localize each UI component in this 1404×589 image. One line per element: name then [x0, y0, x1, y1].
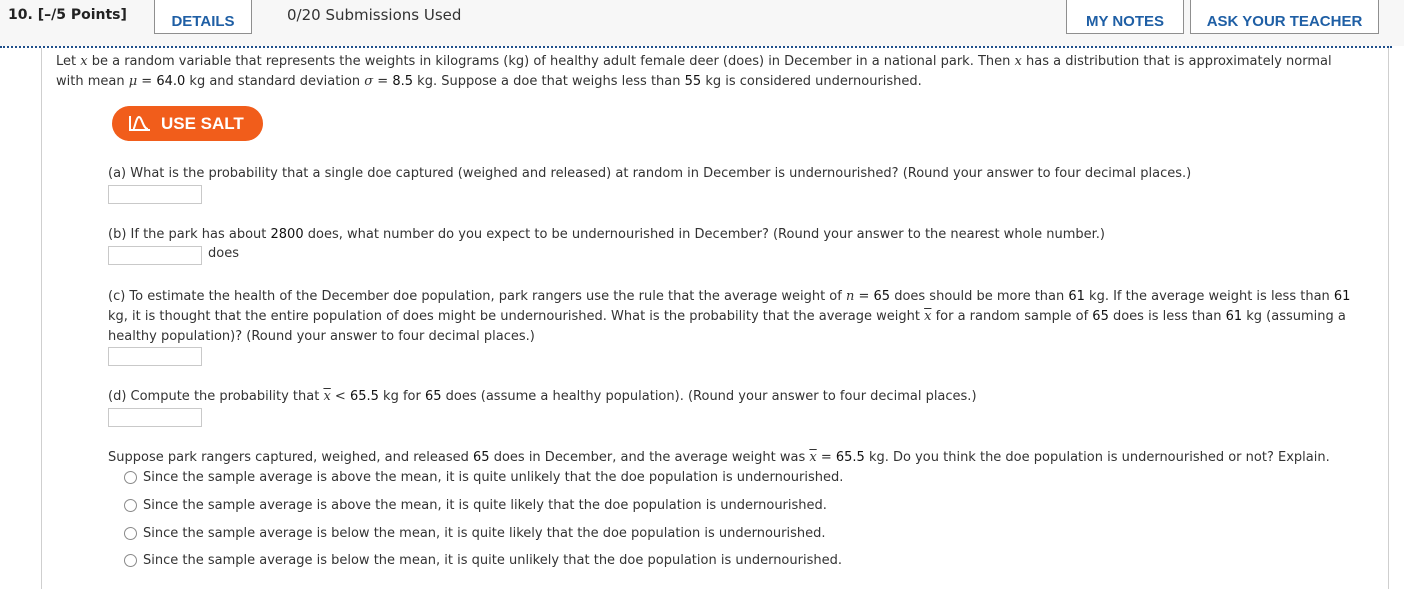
radio-option-label: Since the sample average is below the mean, it is quite unlikely that the doe population is undernourished.: [143, 553, 842, 568]
my-notes-button[interactable]: MY NOTES: [1066, 0, 1184, 34]
part-d-question: (d) Compute the probability that $\overline{x} < 65.5$ kg for 65 does (assume a healthy population). (Round your answer to four decimal places.): [108, 389, 977, 404]
part-b-question: (b) If the park has about 2800 does, what number do you expect to be undernourished in December? (Round your answer to the nearest whole number.): [108, 227, 1106, 242]
use-salt-label: USE SALT: [161, 114, 244, 133]
part-c-question: (c) To estimate the health of the December doe population, park rangers use the rule that the average weight of n = 65 does should be more than 61 kg. If the average weight is less than 61 kg, it is thought that the entire population of does might be undernourished. What is the probability that the average weight $\overline{x}$ for a random sample of 65 does is less than 61 kg (assuming a healthy population)? (Round your answer to four decimal places.): [108, 289, 1351, 344]
intro-line-2: with mean μ = 64.0 kg and standard deviation σ = 8.5 kg. Suppose a doe that weighs less than 55 kg is considered undernourished.: [56, 74, 922, 89]
salt-chart-icon: [129, 115, 151, 132]
part-e-question: Suppose park rangers captured, weighed, and released 65 does in December, and the average weight was $\overline{x} = 65.5$ kg. Do you think the doe population is undernourished or not? Explain.: [108, 450, 1330, 465]
radio-option-label: Since the sample average is below the mean, it is quite likely that the doe population is undernourished.: [143, 526, 826, 541]
radio-option-label: Since the sample average is above the mean, it is quite unlikely that the doe population is undernourished.: [143, 470, 844, 485]
part-d-answer-input[interactable]: [108, 408, 202, 427]
problem-intro: [56, 52, 1332, 92]
part-b-answer-input[interactable]: [108, 246, 202, 265]
use-salt-button[interactable]: [112, 106, 263, 141]
details-button[interactable]: DETAILS: [154, 0, 252, 34]
question-points: [–/5 Points]: [37, 7, 127, 23]
header-divider: [0, 46, 1392, 48]
frame-left-border: [41, 48, 42, 589]
question-header: [0, 0, 1404, 46]
question-number: 10.: [8, 7, 33, 23]
part-c-answer-input[interactable]: [108, 347, 202, 366]
radio-button[interactable]: [124, 527, 137, 540]
radio-option-label: Since the sample average is above the mean, it is quite likely that the doe population is undernourished.: [143, 498, 827, 513]
ask-your-teacher-button[interactable]: ASK YOUR TEACHER: [1190, 0, 1379, 34]
radio-button[interactable]: [124, 471, 137, 484]
submissions-used: 0/20 Submissions Used: [287, 6, 462, 24]
part-a-question: (a) What is the probability that a single doe captured (weighed and released) at random in December is undernourished? (Round your answer to four decimal places.): [108, 166, 1192, 181]
question-title: [8, 7, 127, 23]
frame-right-border: [1388, 48, 1389, 589]
radio-button[interactable]: [124, 554, 137, 567]
part-b-unit: does: [208, 246, 239, 261]
intro-line-1: Let x be a random variable that represents the weights in kilograms (kg) of healthy adult female deer (does) in December in a national park. Then x has a distribution that is approximately normal: [56, 54, 1332, 69]
radio-button[interactable]: [124, 499, 137, 512]
part-a-answer-input[interactable]: [108, 185, 202, 204]
